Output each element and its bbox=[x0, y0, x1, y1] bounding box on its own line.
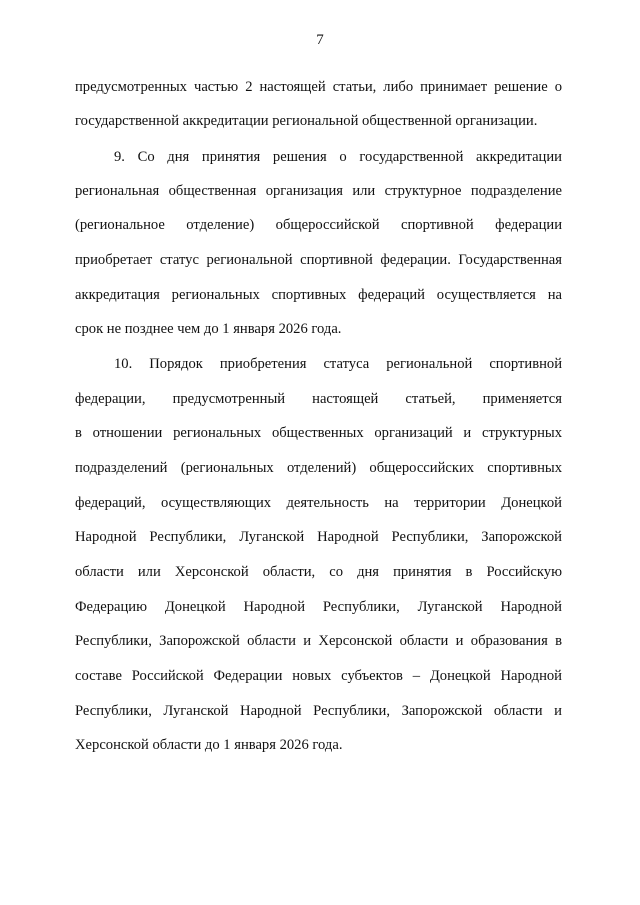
text-line: составе Российской Федерации новых субъектов – Донецкой Народной bbox=[75, 668, 562, 684]
text-line: 10. Порядок приобретения статуса региональной спортивной bbox=[114, 356, 562, 372]
text-line: Республики, Луганской Народной Республики, Запорожской области и bbox=[75, 703, 562, 719]
page-number: 7 bbox=[316, 32, 324, 48]
text-line: Народной Республики, Луганской Народной Республики, Запорожской bbox=[75, 529, 562, 545]
text-line: приобретает статус региональной спортивной федерации. Государственная bbox=[75, 252, 562, 268]
text-line: в отношении региональных общественных организаций и структурных bbox=[75, 425, 562, 441]
text-line: региональная общественная организация или структурное подразделение bbox=[75, 183, 562, 199]
text-line: области или Херсонской области, со дня принятия в Российскую bbox=[75, 564, 562, 580]
text-line: Федерацию Донецкой Народной Республики, Луганской Народной bbox=[75, 599, 562, 615]
text-line: государственной аккредитации региональной общественной организации. bbox=[75, 113, 538, 129]
text-line: (региональное отделение) общероссийской спортивной федерации bbox=[75, 217, 562, 233]
text-line: срок не позднее чем до 1 января 2026 года. bbox=[75, 321, 342, 337]
text-line: подразделений (региональных отделений) общероссийских спортивных bbox=[75, 460, 562, 476]
text-line: 9. Со дня принятия решения о государственной аккредитации bbox=[114, 149, 562, 165]
text-line: Херсонской области до 1 января 2026 года. bbox=[75, 737, 343, 753]
text-line: федераций, осуществляющих деятельность на территории Донецкой bbox=[75, 495, 562, 511]
text-line: федерации, предусмотренный настоящей статьей, применяется bbox=[75, 391, 562, 407]
text-line: Республики, Запорожской области и Херсонской области и образования в bbox=[75, 633, 562, 649]
text-line: предусмотренных частью 2 настоящей статьи, либо принимает решение о bbox=[75, 79, 562, 95]
text-line: аккредитация региональных спортивных федераций осуществляется на bbox=[75, 287, 562, 303]
